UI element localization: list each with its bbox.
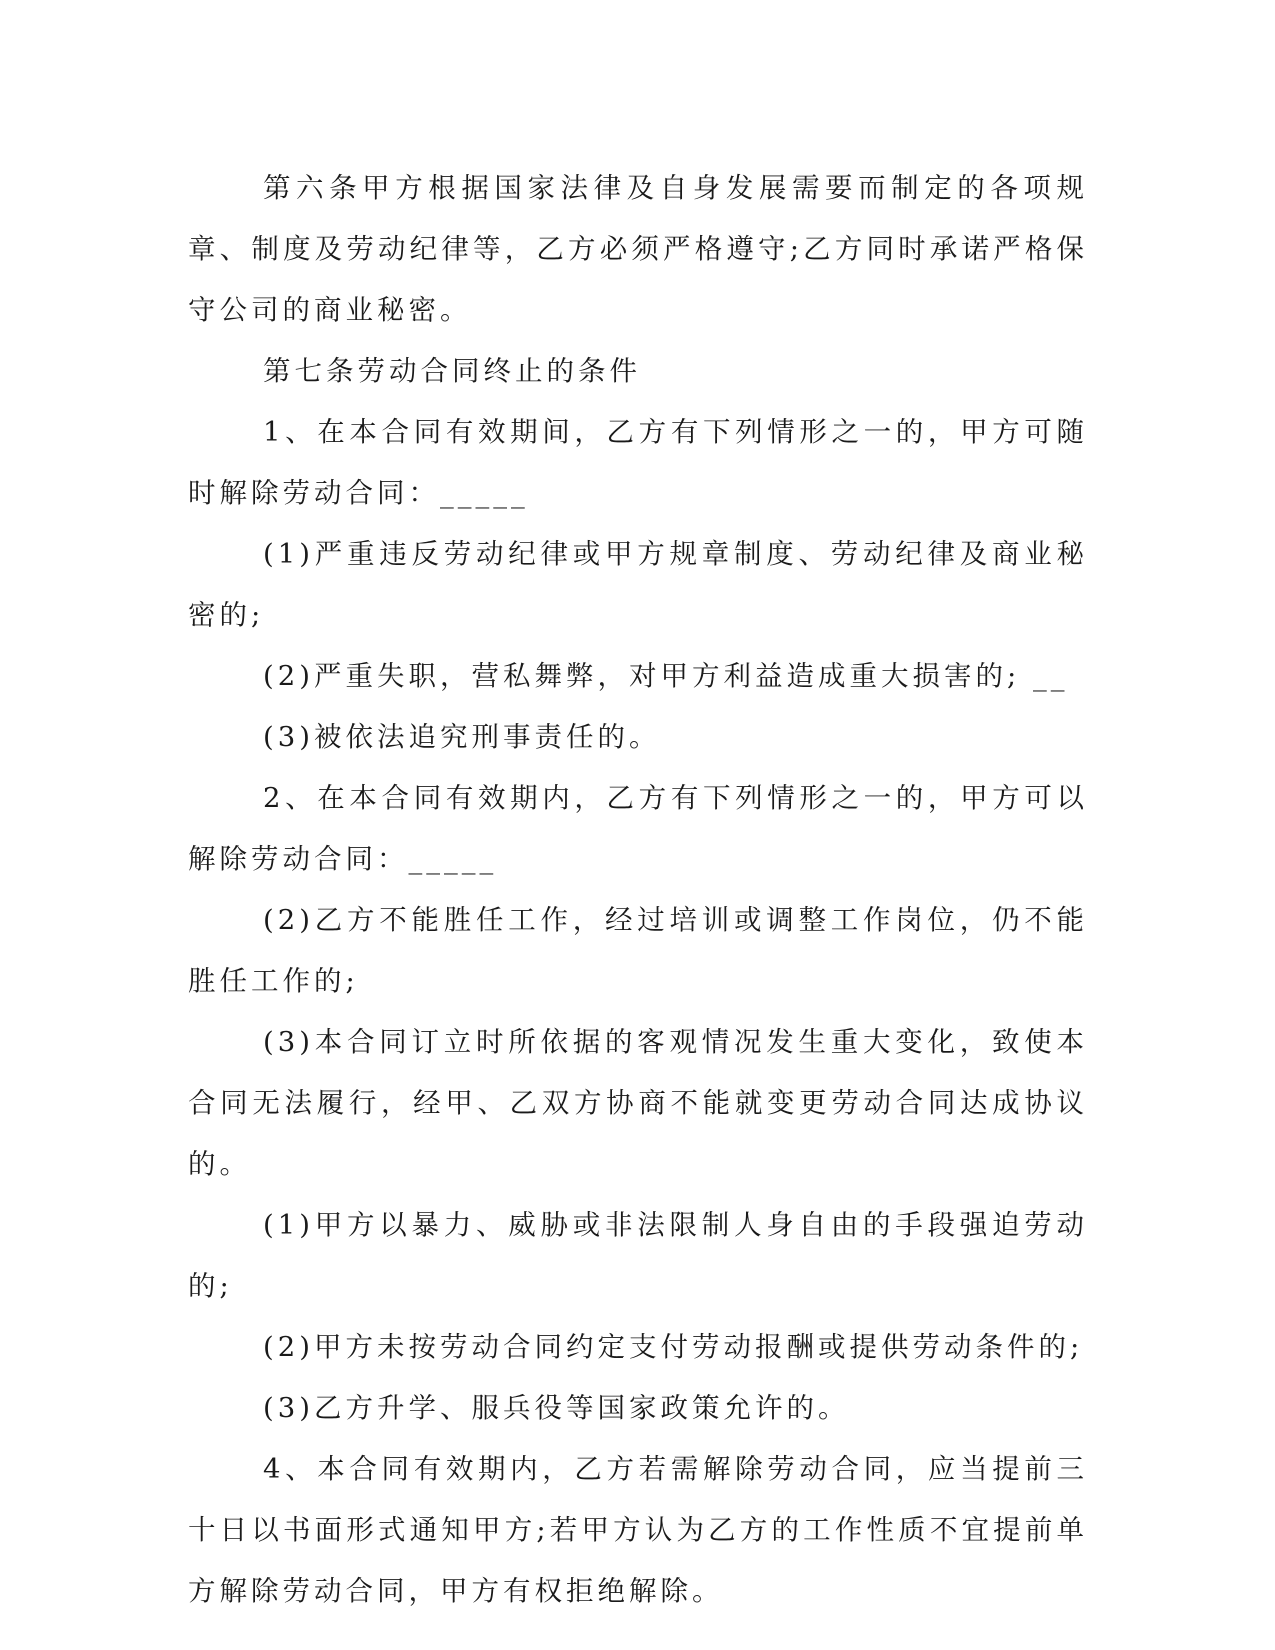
paragraph-clause-2-item-3: (3)本合同订立时所依据的客观情况发生重大变化，致使本合同无法履行，经甲、乙双方协商不能就变更劳动合同达成协议的。 xyxy=(188,1026,1088,1180)
paragraph-clause-3-item-2: (2)甲方未按劳动合同约定支付劳动报酬或提供劳动条件的; xyxy=(263,1331,1084,1363)
paragraph-article-6: 第六条甲方根据国家法律及自身发展需要而制定的各项规章、制度及劳动纪律等，乙方必须严格遵守;乙方同时承诺严格保守公司的商业秘密。 xyxy=(188,172,1088,326)
paragraph-clause-3-item-3: (3)乙方升学、服兵役等国家政策允许的。 xyxy=(263,1392,850,1424)
paragraph-clause-1: 1、在本合同有效期间，乙方有下列情形之一的，甲方可随时解除劳动合同：_____ xyxy=(188,416,1088,509)
paragraph-clause-1-item-1: (1)严重违反劳动纪律或甲方规章制度、劳动纪律及商业秘密的; xyxy=(188,538,1088,631)
paragraph-clause-1-item-3: (3)被依法追究刑事责任的。 xyxy=(263,721,661,753)
paragraph-article-7-heading: 第七条劳动合同终止的条件 xyxy=(263,355,641,387)
document-body xyxy=(188,158,1088,1622)
paragraph-clause-1-item-2: (2)严重失职，营私舞弊，对甲方利益造成重大损害的; __ xyxy=(263,660,1069,692)
paragraph-clause-2: 2、在本合同有效期内，乙方有下列情形之一的，甲方可以解除劳动合同：_____ xyxy=(188,782,1088,875)
paragraph-clause-3-item-1: (1)甲方以暴力、威胁或非法限制人身自由的手段强迫劳动的; xyxy=(188,1209,1088,1302)
paragraph-clause-2-item-2: (2)乙方不能胜任工作，经过培训或调整工作岗位，仍不能胜任工作的; xyxy=(188,904,1088,997)
paragraph-clause-4: 4、本合同有效期内，乙方若需解除劳动合同，应当提前三十日以书面形式通知甲方;若甲方认为乙方的工作性质不宜提前单方解除劳动合同，甲方有权拒绝解除。 xyxy=(188,1453,1088,1607)
